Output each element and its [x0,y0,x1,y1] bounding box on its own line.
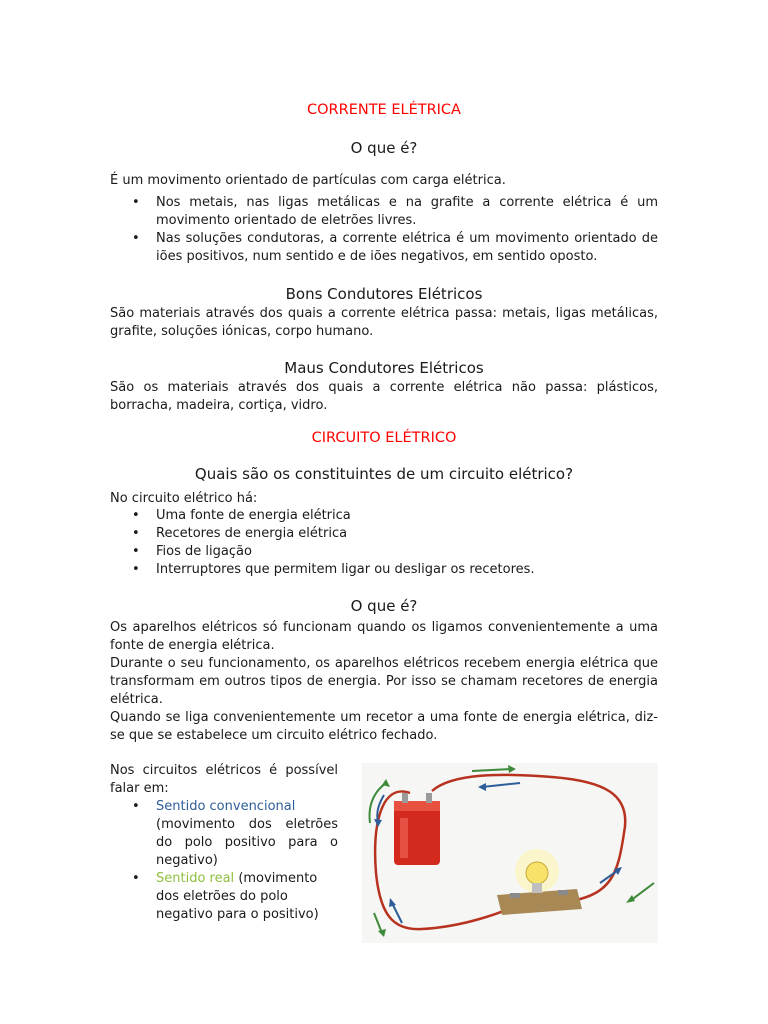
heading-maus-condutores: Maus Condutores Elétricos [284,359,484,377]
bullet-icon: • [132,871,140,886]
battery-icon [394,793,440,865]
circuit-paragraph-3: Quando se liga convenientemente um recetor a uma fonte de energia elétrica, diz-se que se estabelece um circuito elétrico fechado. [110,710,658,743]
heading-bons-condutores: Bons Condutores Elétricos [285,285,483,303]
heading-o-que-e-2: O que é? [350,597,418,615]
circuit-paragraph-1: Os aparelhos elétricos só funcionam quando os ligamos convenientemente a uma fonte de energia elétrica. [110,620,658,653]
circuit-paragraph-2: Durante o seu funcionamento, os aparelhos elétricos recebem energia elétrica que transformam em outros tipos de energia. Por isso se chamam recetores de energia elétrica. [110,656,658,707]
sentido-convencional-desc: (movimento dos eletrões do polo positivo para o negativo) [156,817,338,868]
list-item [110,798,338,870]
constituintes-list [110,507,658,579]
list-item: • Interruptores que permitem ligar ou desligar os recetores. [132,562,535,577]
bullet-icon: • [132,799,140,814]
list-item: • Nas soluções condutoras, a corrente elétrica é um movimento orientado de iões positivos, num sentido e de iões negativos, em sentido oposto. [132,231,658,264]
sentido-block [110,762,338,924]
title-corrente-eletrica: CORRENTE ELÉTRICA [307,102,461,118]
list-item: • Recetores de energia elétrica [132,526,348,541]
bullet-icon: • [132,526,140,541]
list-item: • Nos metais, nas ligas metálicas e na grafite a corrente elétrica é um movimento orientado de eletrões livres. [132,195,658,228]
list-item: • Fios de ligação [132,544,252,559]
heading-constituintes: Quais são os constituintes de um circuito elétrico? [194,465,574,483]
sentido-real-label: Sentido real [156,871,235,886]
heading-o-que-e: O que é? [350,139,418,157]
bullet-icon: • [132,562,140,577]
sentido-real-desc: (movimento dos eletrões do polo negativo para o positivo) [156,871,319,922]
maus-paragraph: São os materiais através dos quais a corrente elétrica não passa: plásticos, borracha, madeira, cortiça, vidro. [110,380,658,413]
bullet-icon: • [132,508,140,523]
bons-paragraph: São materiais através dos quais a corrente elétrica passa: metais, ligas metálicas, grafite, soluções iónicas, corpo humano. [110,306,658,339]
corrente-bullet-list [110,194,658,266]
sentido-intro: Nos circuitos elétricos é possível falar em: [110,763,338,796]
sentido-convencional-label: Sentido convencional [156,799,296,814]
intro-paragraph: É um movimento orientado de partículas com carga elétrica. [110,173,506,188]
bullet-icon: • [132,544,140,559]
list-item [110,870,338,924]
bullet-icon: • [132,195,140,210]
sentido-list [110,798,338,924]
circuit-illustration [362,763,658,943]
constituintes-intro: No circuito elétrico há: [110,491,258,506]
title-circuito-eletrico: CIRCUITO ELÉTRICO [311,430,457,446]
bullet-icon: • [132,231,140,246]
list-item: • Uma fonte de energia elétrica [132,508,351,523]
